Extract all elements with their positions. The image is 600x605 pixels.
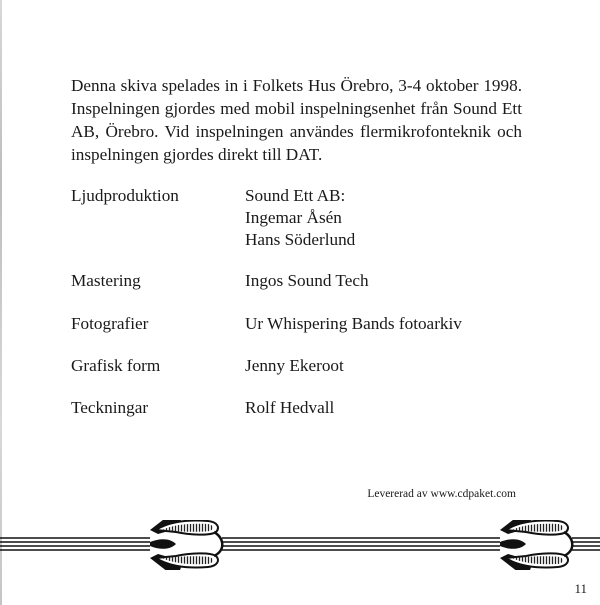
credit-value-ljudproduktion (245, 185, 355, 251)
credit-line: Ur Whispering Bands fotoarkiv (245, 314, 462, 333)
credit-value-fotografier (245, 313, 462, 335)
credit-value-teckningar (245, 397, 334, 419)
credit-label-ljudproduktion: Ljudproduktion (71, 186, 179, 205)
credit-label-teckningar: Teckningar (71, 398, 149, 417)
credit-line: Rolf Hedvall (245, 398, 335, 417)
credit-label-grafisk-form: Grafisk form (71, 356, 161, 375)
credit-value-mastering (245, 270, 369, 292)
page-number: 11 (574, 581, 587, 596)
credit-value-grafisk-form (245, 355, 344, 377)
credit-line: Sound Ett AB: (245, 186, 346, 205)
credit-line: Ingemar Åsén (245, 208, 342, 227)
page-edge-shadow (0, 0, 2, 605)
credit-line: Hans Söderlund (245, 230, 356, 249)
credit-line: Jenny Ekeroot (245, 356, 344, 375)
intro-paragraph: Denna skiva spelades in i Folkets Hus Örebro, 3-4 oktober 1998. Inspelningen gjordes med mobil inspelningsenhet från Sound Ett AB, Örebro. Vid inspelningen användes flermikrofonteknik och inspelningen gjordes direkt till DAT. (71, 76, 522, 164)
credit-line: Ingos Sound Tech (245, 271, 369, 290)
credit-label-mastering: Mastering (71, 271, 141, 290)
credit-label-fotografier: Fotografier (71, 314, 149, 333)
footer-note: Levererad av www.cdpaket.com (367, 488, 516, 500)
decorative-border-ornament (0, 520, 600, 570)
